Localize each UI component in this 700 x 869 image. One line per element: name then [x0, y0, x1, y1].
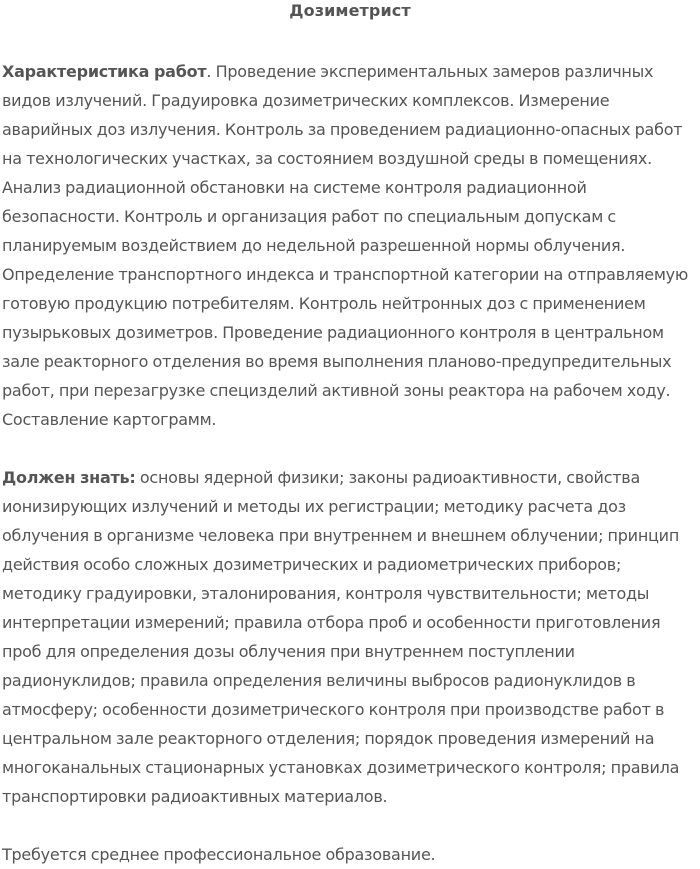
knowledge-paragraph [2, 463, 698, 811]
page-title: Дозиметрист [289, 1, 411, 20]
knowledge-text: основы ядерной физики; законы радиоактивности, свойства ионизирующих излучений и методы их регистрации; методику расчета доз облучения в организме человека при внутреннем и внешнем облучении; принцип действия особо сложных дозиметрических и радиометрических приборов; методику градуировки, эталонирования, контроля чувствительности; методы интерпретации измерений; правила отбора проб и особенности приготовления проб для определения дозы облучения при внутреннем поступлении радионуклидов; правила определения величины выбросов радионуклидов в атмосферу; особенности дозиметрического контроля при производстве работ в центральном зале реакторного отделения; порядок проведения измерений на многоканальных стационарных установках дозиметрического контроля; правила транспортировки радиоактивных материалов. [2, 468, 680, 806]
characteristics-paragraph [2, 57, 698, 434]
education-paragraph: Требуется среднее профессиональное образование. [2, 845, 436, 864]
knowledge-label: Должен знать: [2, 468, 136, 487]
characteristics-label: Характеристика работ [2, 62, 207, 81]
characteristics-text: . Проведение экспериментальных замеров различных видов излучений. Градуировка дозиметрических комплексов. Измерение аварийных доз излучения. Контроль за проведением радиационно-опасных работ на технологических участках, за состоянием воздушной среды в помещениях. Анализ радиационной обстановки на системе контроля радиационной безопасности. Контроль и организация работ по специальным допускам с планируемым воздействием до недельной разрешенной нормы облучения. Определение транспортного индекса и транспортной категории на отправляемую готовую продукцию потребителям. Контроль нейтронных доз с применением пузырьковых дозиметров. Проведение радиационного контроля в центральном зале реакторного отделения во время выполнения планово-предупредительных работ, при перезагрузке специзделий активной зоны реактора на рабочем ходу. Составление картограмм. [2, 62, 689, 429]
